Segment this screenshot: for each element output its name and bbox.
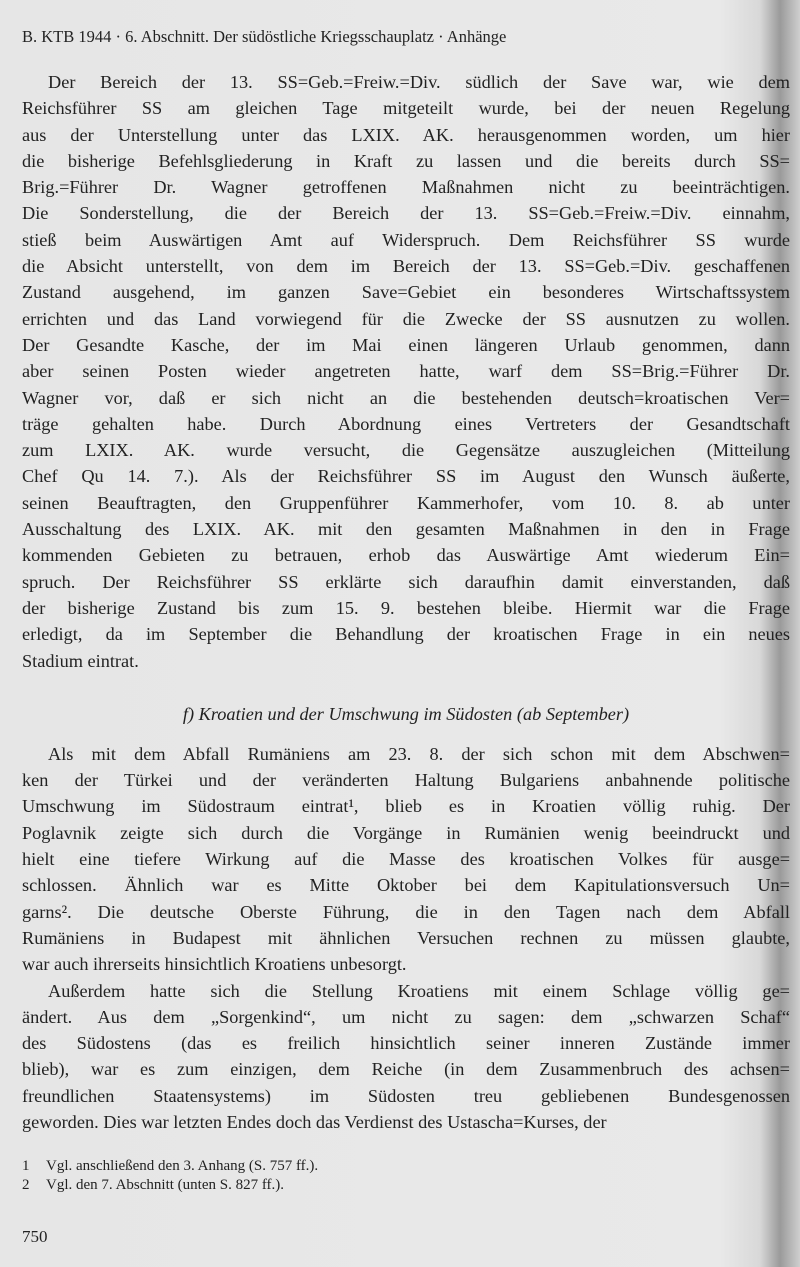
text-line: der bisherige Zustand bis zum 15. 9. bestehen bleibe. Hiermit war die Frage (22, 597, 790, 618)
text-line: Die Sonderstellung, die der Bereich der 13. SS=Geb.=Freiw.=Div. einnahm, (22, 203, 790, 224)
text-line: freundlichen Staatensystems) im Südosten treu gebliebenen Bundesgenossen (22, 1085, 790, 1106)
text-line: errichten und das Land vorwiegend für die Zwecke der SS ausnutzen zu wollen. (22, 308, 790, 329)
paragraph-2 (22, 741, 790, 978)
text-line: kommenden Gebieten zu betrauen, erhob das Auswärtige Amt wiederum Ein= (22, 545, 790, 566)
paragraph-3 (22, 978, 790, 1136)
text-line: aus der Unterstellung unter das LXIX. AK. herausgenommen worden, um hier (22, 124, 790, 145)
text-line: Außerdem hatte sich die Stellung Kroatiens mit einem Schlage völlig ge= (48, 980, 790, 1001)
text-line: die bisherige Befehlsgliederung in Kraft zu lassen und die bereits durch SS= (22, 150, 790, 171)
text-line: träge gehalten habe. Durch Abordnung eines Vertreters der Gesandtschaft (22, 413, 790, 434)
text-line: stieß beim Auswärtigen Amt auf Widerspruch. Dem Reichsführer SS wurde (22, 229, 790, 250)
text-line: hielt eine tiefere Wirkung auf die Masse des kroatischen Volkes für ausge= (22, 849, 790, 870)
text-line: war auch ihrerseits hinsichtlich Kroatiens unbesorgt. (22, 954, 407, 975)
text-line: spruch. Der Reichsführer SS erklärte sich daraufhin damit einverstanden, daß (22, 571, 790, 592)
text-line: Wagner vor, daß er sich nicht an die bestehenden deutsch=kroatischen Ver= (22, 387, 790, 408)
text-line: erledigt, da im September die Behandlung der kroatischen Frage in ein neues (22, 624, 790, 645)
text-line: Der Gesandte Kasche, der im Mai einen längeren Urlaub genommen, dann (22, 334, 790, 355)
footnote-text: Vgl. den 7. Abschnitt (unten S. 827 ff.). (46, 1176, 285, 1193)
text-line: des Südostens (das es freilich hinsichtlich seiner inneren Zustände immer (22, 1033, 790, 1054)
footnote-number: 1 (22, 1158, 30, 1175)
footnotes (22, 1157, 790, 1194)
text-line: Brig.=Führer Dr. Wagner getroffenen Maßnahmen nicht zu beeinträchtigen. (22, 177, 790, 198)
page-number: 750 (22, 1227, 48, 1247)
text-line: seinen Beauftragten, den Gruppenführer Kammerhofer, vom 10. 8. ab unter (22, 492, 790, 513)
book-page (22, 0, 790, 1247)
footnote (22, 1176, 790, 1195)
text-line: Poglavnik zeigte sich durch die Vorgänge in Rumänien wenig beeindruckt und (22, 822, 790, 843)
text-line: ändert. Aus dem „Sorgenkind“, um nicht zu sagen: dem „schwarzen Schaf“ (22, 1006, 790, 1027)
text-line: Als mit dem Abfall Rumäniens am 23. 8. der sich schon mit dem Abschwen= (48, 743, 790, 764)
text-line: die Absicht unterstellt, von dem im Bereich der 13. SS=Geb.=Div. geschaffenen (22, 256, 790, 277)
footnote-text: Vgl. anschließend den 3. Anhang (S. 757 ff.). (46, 1158, 319, 1175)
text-line: Reichsführer SS am gleichen Tage mitgeteilt wurde, bei der neuen Regelung (22, 98, 790, 119)
text-line: garns². Die deutsche Oberste Führung, die in den Tagen nach dem Abfall (22, 901, 790, 922)
text-line: Rumäniens in Budapest mit ähnlichen Versuchen rechnen zu müssen glaubte, (22, 927, 790, 948)
text-line: ken der Türkei und der veränderten Haltung Bulgariens anbahnende politische (22, 770, 790, 791)
text-line: Der Bereich der 13. SS=Geb.=Freiw.=Div. südlich der Save war, wie dem (48, 72, 790, 92)
text-line: blieb), war es zum einzigen, dem Reiche (in dem Zusammenbruch des achsen= (22, 1059, 790, 1080)
text-line: Ausschaltung des LXIX. AK. mit den gesamten Maßnahmen in den in Frage (22, 519, 790, 540)
footnote-number: 2 (22, 1176, 30, 1193)
text-line: Umschwung im Südostraum eintrat¹, blieb es in Kroatien völlig ruhig. Der (22, 796, 790, 817)
footnote (22, 1157, 790, 1176)
text-line: zum LXIX. AK. wurde versucht, die Gegensätze auszugleichen (Mitteilung (22, 440, 790, 461)
text-line: aber seinen Posten wieder angetreten hatte, warf dem SS=Brig.=Führer Dr. (22, 361, 790, 382)
text-line: Zustand ausgehend, im ganzen Save=Gebiet ein besonderes Wirtschaftssystem (22, 282, 790, 303)
text-line: Stadium eintrat. (22, 650, 139, 671)
text-line: schlossen. Ähnlich war es Mitte Oktober bei dem Kapitulationsversuch Un= (22, 875, 790, 896)
text-line: geworden. Dies war letzten Endes doch das Verdienst des Ustascha=Kurses, der (22, 1111, 607, 1132)
paragraph-1 (22, 69, 790, 674)
text-line: Chef Qu 14. 7.). Als der Reichsführer SS im August den Wunsch äußerte, (22, 466, 790, 487)
running-head: B. KTB 1944 · 6. Abschnitt. Der südöstliche Kriegsschauplatz · Anhänge (22, 27, 507, 46)
section-heading: f) Kroatien und der Umschwung im Südosten (ab September) (182, 703, 630, 724)
